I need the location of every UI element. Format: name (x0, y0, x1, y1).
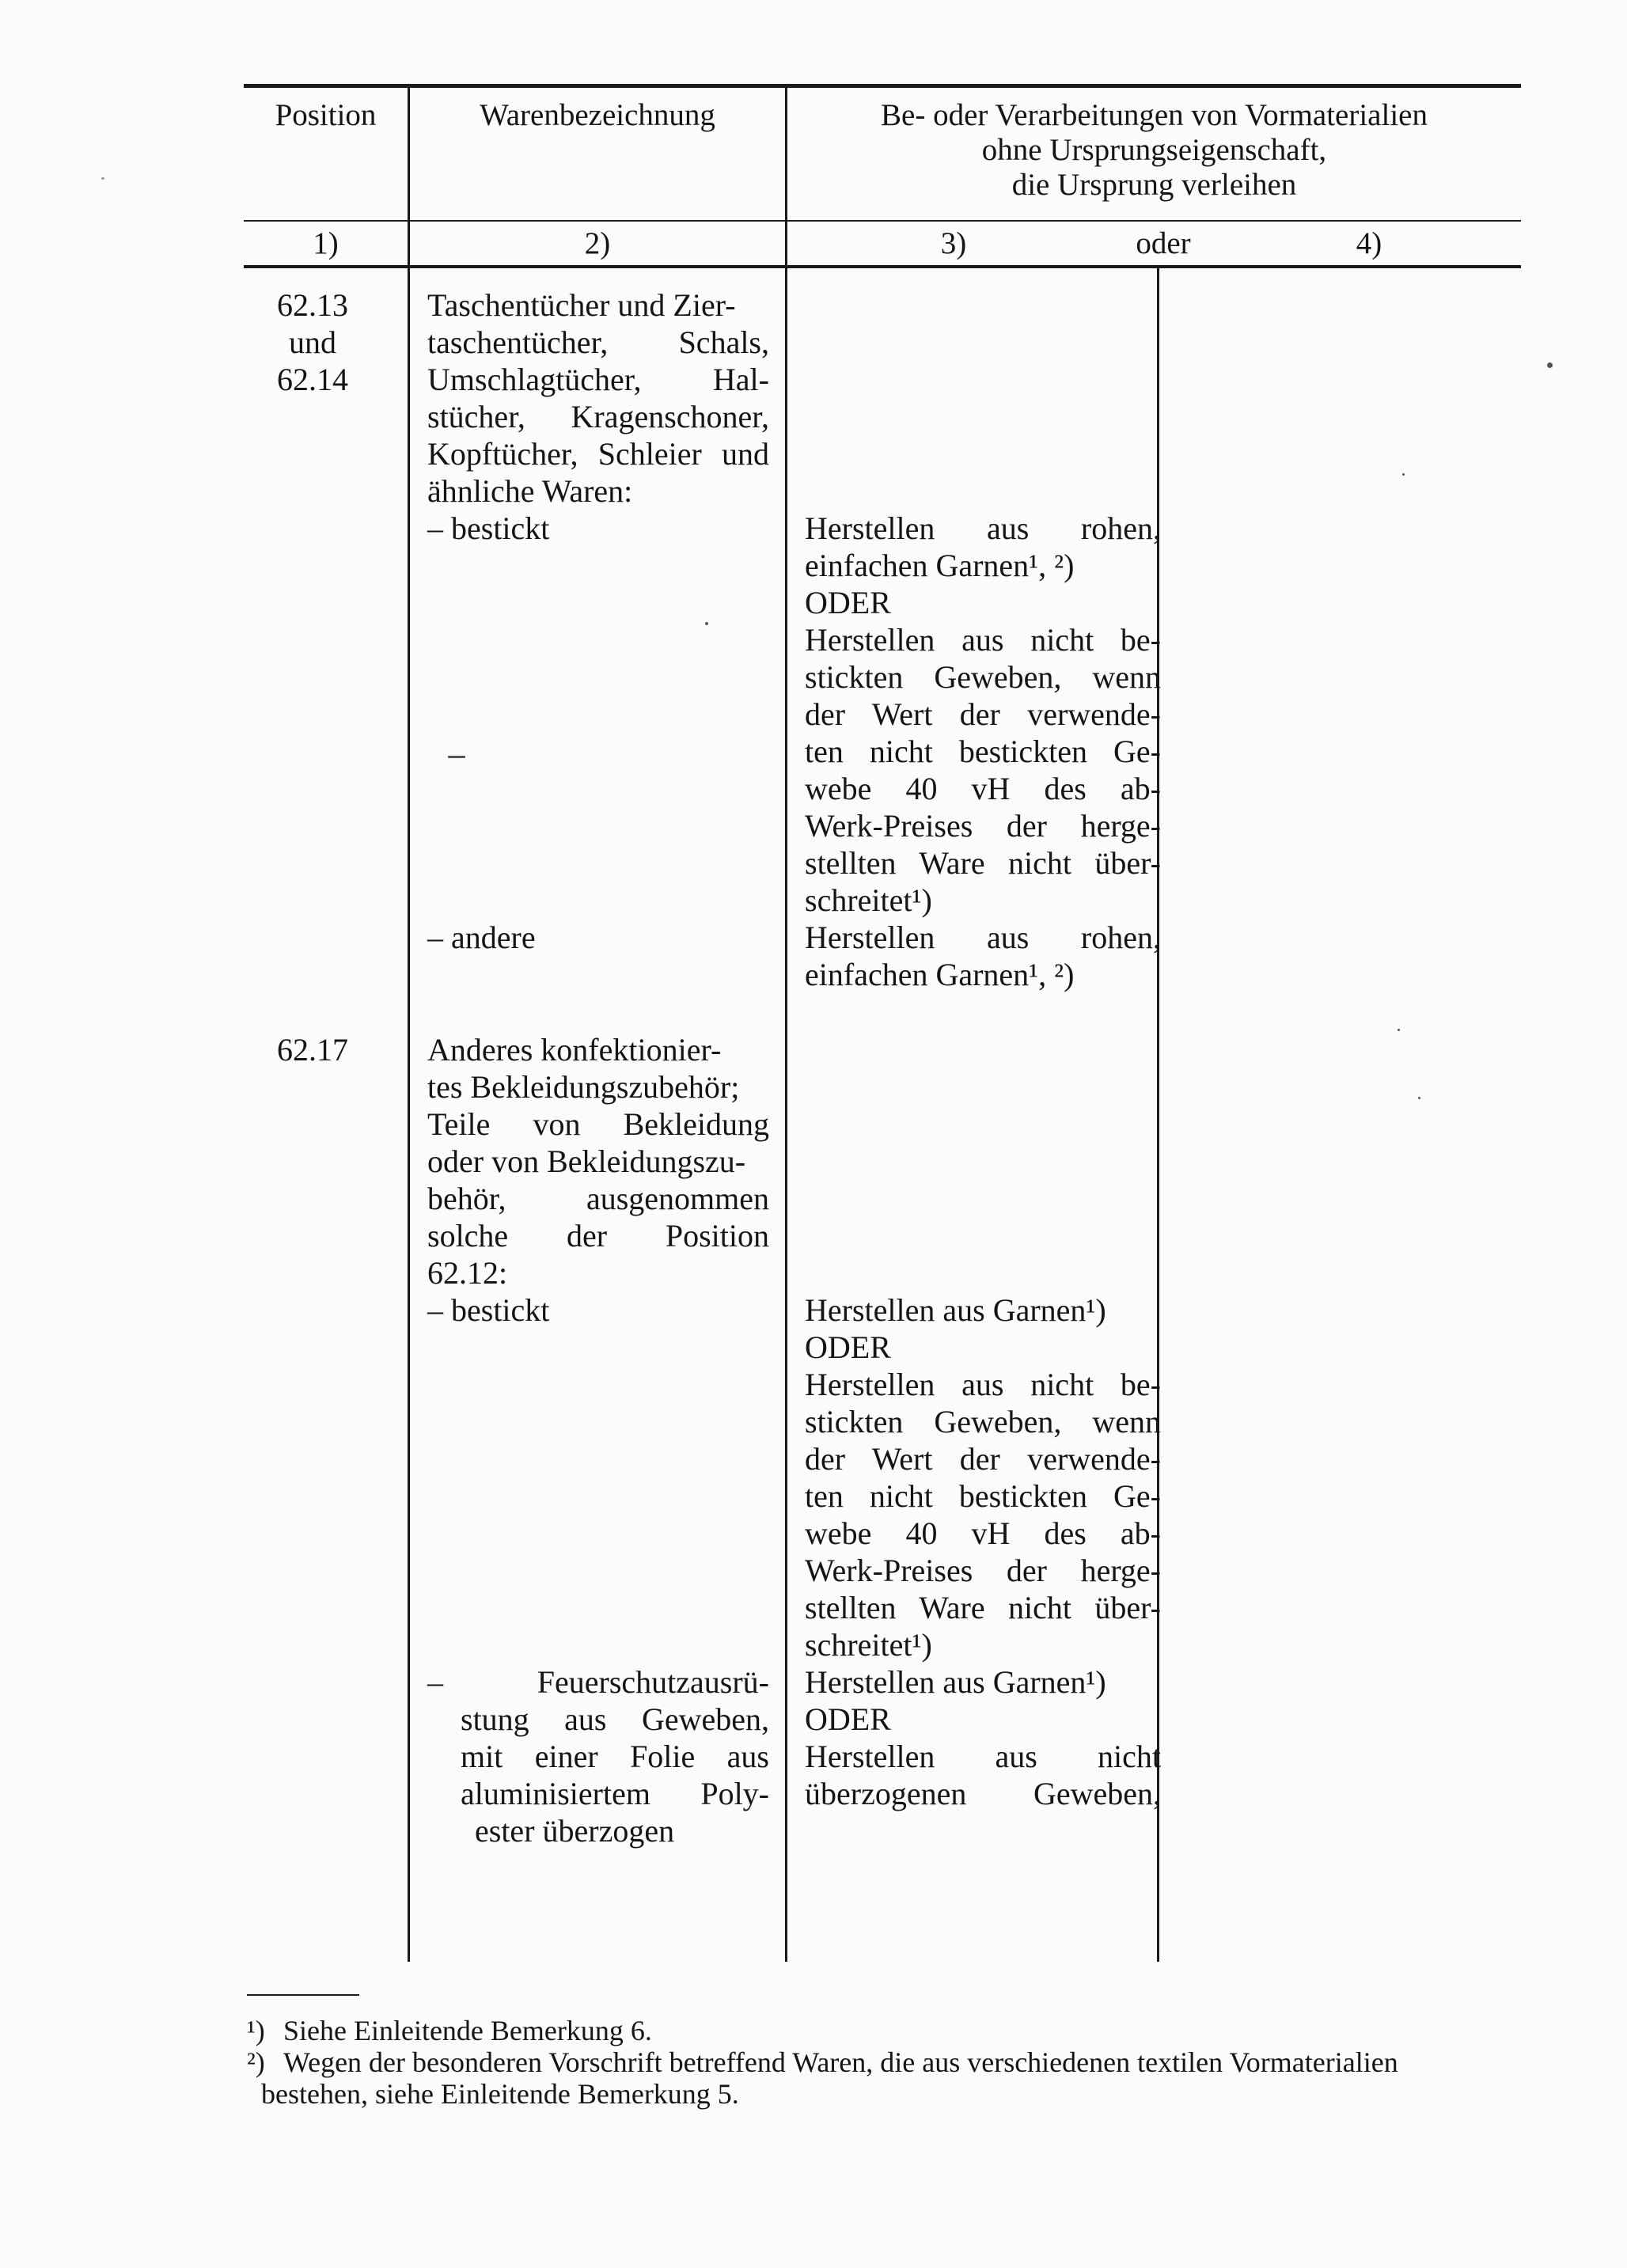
footnote-text: Siehe Einleitende Bemerkung 6. (283, 2015, 652, 2046)
header-bottom-rule (244, 265, 1521, 268)
description-line: tes Bekleidungszubehör; (427, 1069, 740, 1105)
rule-line: überzogenen Geweben, (805, 1776, 1161, 1811)
column-number-2: 2) (584, 226, 611, 260)
scan-speck (101, 177, 104, 180)
rule-line: schreitet¹) (805, 1627, 932, 1663)
header-processing-line: ohne Ursprungseigenschaft, (981, 133, 1327, 167)
rule-line: Herstellen aus nicht (805, 1739, 1161, 1774)
position-number: 62.17 (277, 1032, 348, 1068)
rule-line: einfachen Garnen¹, ²) (805, 548, 1075, 583)
description-line: Taschentücher und Zier- (427, 287, 736, 323)
rule-line: Herstellen aus Garnen¹) (805, 1292, 1106, 1328)
rule-line: einfachen Garnen¹, ²) (805, 957, 1075, 992)
rule-line: der Wert der verwende- (805, 1441, 1161, 1477)
rule-line: ODER (805, 585, 891, 620)
rule-line: ten nicht bestickten Ge- (805, 1478, 1161, 1514)
rule-line: ODER (805, 1701, 891, 1737)
footnote-marker: ²) (247, 2046, 265, 2078)
description-line: Teile von Bekleidung (427, 1106, 769, 1142)
rule-line: stellten Ware nicht über- (805, 1590, 1161, 1625)
subitem-label: ester überzogen (475, 1813, 675, 1849)
rule-line: Herstellen aus Garnen¹) (805, 1664, 1106, 1700)
subitem-label: – bestickt (427, 510, 550, 546)
column-number-3: 3) (940, 226, 967, 260)
column-divider-1 (408, 88, 410, 1962)
description-line: 62.12: (427, 1255, 508, 1291)
subitem-label: – Feuerschutzausrü- (427, 1664, 769, 1700)
rule-line: Herstellen aus nicht be- (805, 1367, 1161, 1402)
column-number-1: 1) (313, 226, 339, 260)
column-divider-2 (785, 88, 787, 1962)
header-warenbezeichnung: Warenbezeichnung (480, 98, 715, 132)
position-number: und (289, 324, 336, 360)
subitem-label: stung aus Geweben, (461, 1701, 769, 1737)
rule-line: der Wert der verwende- (805, 696, 1161, 732)
header-divider-rule (244, 220, 1521, 222)
footnote-separator (247, 1994, 359, 1996)
description-line: stücher, Kragenschoner, (427, 399, 769, 434)
header-processing-line: die Ursprung verleihen (1011, 168, 1297, 202)
rule-line: schreitet¹) (805, 882, 932, 918)
footnote-marker: ¹) (247, 2015, 265, 2046)
header-processing-line: Be- oder Verarbeitungen von Vormaterialien (881, 98, 1428, 132)
description-line: Kopftücher, Schleier und (427, 436, 769, 472)
subitem-label: mit einer Folie aus (461, 1739, 769, 1774)
scan-speck (1418, 1097, 1420, 1099)
subitem-label: – bestickt (427, 1292, 550, 1328)
description-line: oder von Bekleidungszu- (427, 1143, 746, 1179)
description-line: Anderes konfektionier- (427, 1032, 722, 1068)
header-position: Position (275, 98, 377, 132)
scan-speck (448, 756, 465, 758)
description-line: Umschlagtücher, Hal- (427, 362, 769, 397)
footnote-text: Wegen der besonderen Vorschrift betreffend Waren, die aus verschiedenen textilen Vormaterialien (283, 2046, 1398, 2078)
rule-line: ten nicht bestickten Ge- (805, 734, 1161, 769)
rule-line: stellten Ware nicht über- (805, 845, 1161, 881)
rule-line: ODER (805, 1329, 891, 1365)
column-number-4: 4) (1356, 226, 1382, 260)
description-line: solche der Position (427, 1218, 769, 1253)
subitem-label: aluminisiertem Poly- (461, 1776, 769, 1811)
footnote-text: bestehen, siehe Einleitende Bemerkung 5. (261, 2078, 739, 2110)
description-line: ähnliche Waren: (427, 473, 633, 509)
scan-speck (1398, 1029, 1400, 1031)
position-number: 62.13 (277, 287, 348, 323)
scan-speck (1402, 473, 1405, 476)
rule-line: Werk-Preises der herge- (805, 1553, 1161, 1588)
rule-line: Werk-Preises der herge- (805, 808, 1161, 844)
scan-speck (1547, 362, 1553, 368)
rule-line: Herstellen aus rohen, (805, 510, 1161, 546)
scan-speck (705, 622, 708, 625)
rule-line: webe 40 vH des ab- (805, 1515, 1161, 1551)
position-number: 62.14 (277, 362, 348, 397)
description-line: behör, ausgenommen (427, 1181, 769, 1216)
subitem-label: – andere (427, 920, 536, 955)
rule-line: Herstellen aus nicht be- (805, 622, 1161, 658)
rule-line: stickten Geweben, wenn (805, 659, 1161, 695)
rule-line: stickten Geweben, wenn (805, 1404, 1161, 1439)
rule-line: Herstellen aus rohen, (805, 920, 1161, 955)
description-line: taschentücher, Schals, (427, 324, 769, 360)
column-or: oder (1136, 226, 1191, 260)
table-top-rule (244, 84, 1521, 88)
rule-line: webe 40 vH des ab- (805, 771, 1161, 806)
header-processing (787, 98, 1521, 203)
